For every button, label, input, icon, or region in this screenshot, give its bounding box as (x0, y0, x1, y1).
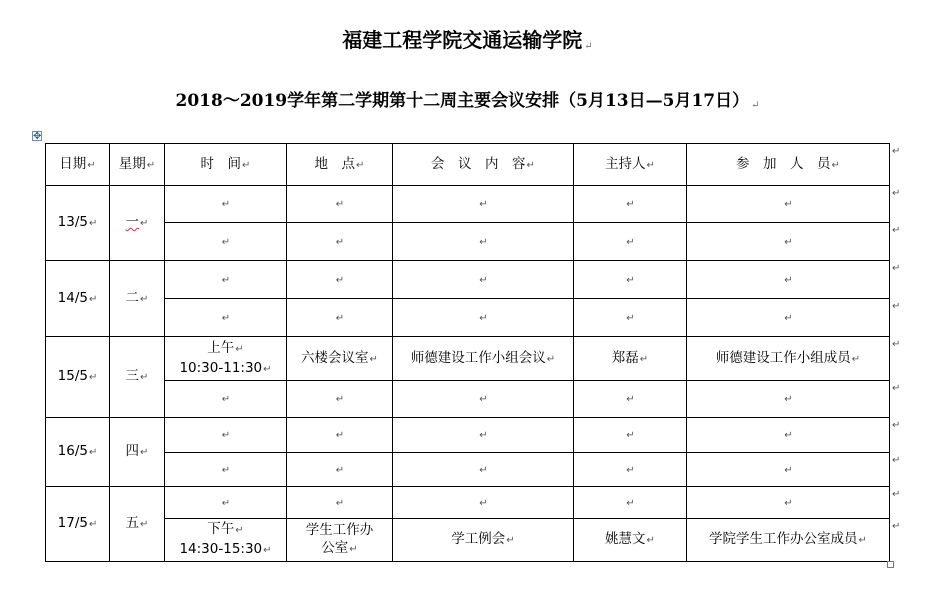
header-cell-time[interactable] (165, 144, 287, 186)
cell-end-mark-icon: ↵ (479, 497, 488, 509)
time-line (165, 520, 286, 540)
cell-end-mark-icon: ↵ (221, 274, 231, 286)
header-label-attendees: 参 加 人 员 (736, 155, 831, 172)
host-cell[interactable] (574, 418, 687, 453)
cell-end-mark-icon: ↵ (479, 430, 488, 441)
time-line (165, 359, 286, 379)
place-cell[interactable] (287, 487, 393, 519)
cell-end-mark-icon: ↵ (146, 159, 156, 171)
attendees-cell[interactable] (687, 519, 890, 562)
cell-end-mark-icon: ↵ (784, 236, 793, 248)
place-cell[interactable] (287, 186, 393, 223)
cell-end-mark-icon: ↵ (221, 199, 231, 210)
header-label-place: 地 点 (314, 155, 356, 172)
cell-end-mark-icon: ↵ (221, 394, 231, 405)
attendees-cell[interactable] (687, 487, 890, 519)
date-text: 14/5 (57, 289, 88, 306)
cell-end-mark-icon: ↵ (221, 312, 231, 324)
table-row (46, 418, 890, 453)
table-row (46, 519, 890, 562)
host-cell[interactable] (574, 186, 687, 223)
cell-end-mark-icon: ↵ (335, 497, 345, 509)
table-row (46, 381, 890, 418)
cell-end-mark-icon: ↵ (626, 312, 635, 324)
cell-end-mark-icon: ↵ (140, 447, 149, 458)
time-cell[interactable] (165, 299, 287, 337)
cell-end-mark-icon: ↵ (626, 464, 635, 476)
attendees-cell[interactable] (687, 223, 890, 261)
cell-end-mark-icon: ↵ (88, 519, 98, 530)
header-label-date: 日期 (59, 155, 87, 172)
row-end-mark-icon: ↵ (892, 225, 901, 236)
time-cell[interactable] (165, 186, 287, 223)
cell-end-mark-icon: ↵ (88, 218, 98, 229)
header-cell-place[interactable] (287, 144, 393, 186)
content-cell[interactable] (393, 337, 574, 381)
row-end-mark-icon: ↵ (892, 339, 901, 350)
table-row (46, 337, 890, 381)
weekday-cell[interactable] (110, 487, 165, 562)
school-title (0, 26, 935, 61)
cell-end-mark-icon: ↵ (335, 430, 345, 441)
time-cell[interactable] (165, 453, 287, 487)
cell-end-mark-icon: ↵ (479, 394, 488, 405)
attendees-cell[interactable] (687, 186, 890, 223)
content-text: 师德建设工作小组会议 (410, 349, 546, 366)
cell-end-mark-icon: ↵ (626, 274, 635, 286)
cell-end-mark-icon: ↵ (639, 353, 649, 365)
table-row (46, 223, 890, 261)
cell-end-mark-icon: ↵ (263, 545, 272, 556)
place-cell[interactable] (287, 381, 393, 418)
cell-end-mark-icon: ↵ (479, 274, 488, 286)
cell-end-mark-icon: ↵ (335, 312, 345, 324)
place-text-line2: 公室 (321, 540, 349, 556)
table-row (46, 299, 890, 337)
date-cell[interactable] (46, 337, 110, 418)
weekday-cell[interactable] (110, 337, 165, 418)
cell-end-mark-icon: ↵ (335, 199, 345, 210)
time-cell[interactable] (165, 337, 287, 381)
cell-end-mark-icon: ↵ (263, 363, 272, 375)
cell-end-mark-icon: ↵ (242, 159, 251, 171)
cell-end-mark-icon: ↵ (356, 159, 365, 171)
cell-end-mark-icon: ↵ (335, 464, 345, 476)
cell-end-mark-icon: ↵ (88, 372, 98, 383)
cell-end-mark-icon: ↵ (851, 353, 861, 365)
cell-end-mark-icon: ↵ (626, 199, 635, 210)
cell-end-mark-icon: ↵ (140, 218, 149, 229)
row-end-mark-icon: ↵ (892, 301, 901, 312)
cell-end-mark-icon: ↵ (626, 394, 635, 405)
cell-end-mark-icon: ↵ (87, 159, 96, 171)
cell-end-mark-icon: ↵ (646, 535, 655, 546)
host-cell[interactable] (574, 519, 687, 562)
cell-end-mark-icon: ↵ (335, 236, 345, 248)
meeting-schedule-table (45, 143, 890, 562)
table-row (46, 453, 890, 487)
cell-end-mark-icon: ↵ (626, 236, 635, 248)
cell-end-mark-icon: ↵ (88, 447, 98, 458)
content-cell[interactable] (393, 186, 574, 223)
cell-end-mark-icon: ↵ (235, 525, 244, 536)
paragraph-mark-icon: ↵ (751, 100, 760, 111)
table-row (46, 186, 890, 223)
content-cell[interactable] (393, 519, 574, 562)
content-text: 学工例会 (451, 531, 506, 547)
weekday-text: 五 (125, 515, 140, 531)
cell-end-mark-icon: ↵ (626, 497, 635, 509)
content-cell[interactable] (393, 261, 574, 299)
time-line (165, 540, 286, 560)
attendees-cell[interactable] (687, 299, 890, 337)
date-text: 15/5 (57, 368, 88, 384)
cell-end-mark-icon: ↵ (221, 430, 231, 441)
cell-end-mark-icon: ↵ (479, 199, 488, 210)
weekday-cell[interactable] (110, 418, 165, 487)
cell-end-mark-icon: ↵ (646, 159, 655, 171)
attendees-cell[interactable] (687, 337, 890, 381)
cell-end-mark-icon: ↵ (546, 353, 556, 365)
weekday-text: 二 (125, 289, 140, 306)
row-end-mark-icon: ↵ (892, 489, 901, 500)
cell-end-mark-icon: ↵ (784, 430, 793, 441)
cell-end-mark-icon: ↵ (526, 159, 535, 171)
weekday-text: 三 (125, 368, 140, 384)
time-text: 上午 (207, 339, 235, 356)
place-text: 六楼会议室 (301, 349, 369, 366)
place-cell[interactable] (287, 299, 393, 337)
host-cell[interactable] (574, 487, 687, 519)
cell-end-mark-icon: ↵ (479, 312, 488, 324)
weekday-text: 四 (125, 443, 140, 459)
attendees-cell[interactable] (687, 418, 890, 453)
header-cell-host[interactable] (574, 144, 687, 186)
content-cell[interactable] (393, 223, 574, 261)
attendees-text: 学院学生工作办公室成员 (709, 531, 858, 547)
header-label-time: 时 间 (200, 155, 242, 172)
table-row (46, 487, 890, 519)
header-label-host: 主持人 (605, 155, 646, 172)
cell-end-mark-icon: ↵ (784, 497, 793, 509)
row-end-mark-icon: ↵ (892, 383, 901, 394)
cell-end-mark-icon: ↵ (349, 544, 358, 555)
time-cell[interactable] (165, 261, 287, 299)
row-end-mark-icon: ↵ (892, 146, 901, 157)
time-text-line2: 10:30-11:30 (179, 359, 263, 376)
content-cell[interactable] (393, 418, 574, 453)
row-end-mark-icon: ↵ (892, 188, 901, 199)
paragraph-mark-icon: ↵ (584, 41, 593, 52)
cell-end-mark-icon: ↵ (784, 464, 793, 476)
table-resize-handle[interactable] (887, 561, 894, 568)
date-text: 17/5 (57, 515, 88, 531)
table-move-handle-icon[interactable]: ✥ (33, 131, 42, 142)
place-cell[interactable] (287, 223, 393, 261)
host-cell[interactable] (574, 223, 687, 261)
header-cell-weekday[interactable] (110, 144, 165, 186)
content-cell[interactable] (393, 453, 574, 487)
cell-end-mark-icon: ↵ (335, 274, 345, 286)
table-row (46, 261, 890, 299)
cell-end-mark-icon: ↵ (784, 312, 793, 324)
host-text: 郑磊 (611, 349, 639, 366)
row-end-mark-icon: ↵ (892, 263, 901, 274)
row-end-mark-icon: ↵ (892, 420, 901, 431)
attendees-cell[interactable] (687, 453, 890, 487)
date-cell[interactable] (46, 418, 110, 487)
host-cell[interactable] (574, 299, 687, 337)
cell-end-mark-icon: ↵ (235, 343, 244, 355)
school-title-text: 福建工程学院交通运输学院 (342, 28, 583, 52)
row-end-mark-icon: ↵ (892, 455, 901, 466)
row-end-mark-icon: ↵ (892, 521, 901, 532)
cell-end-mark-icon: ↵ (335, 394, 345, 405)
schedule-title (0, 88, 935, 119)
schedule-title-text: 2018～2019学年第二学期第十二周主要会议安排（5月13日—5月17日） (175, 91, 750, 111)
host-text: 姚慧文 (605, 531, 646, 547)
header-cell-content[interactable] (393, 144, 574, 186)
time-text-line2: 14:30-15:30 (179, 541, 263, 557)
cell-end-mark-icon: ↵ (784, 199, 793, 210)
place-cell[interactable] (287, 337, 393, 381)
host-cell[interactable] (574, 261, 687, 299)
content-cell[interactable] (393, 381, 574, 418)
attendees-cell[interactable] (687, 381, 890, 418)
header-label-content: 会 议 内 容 (431, 155, 526, 172)
cell-end-mark-icon: ↵ (221, 236, 231, 248)
cell-end-mark-icon: ↵ (140, 372, 149, 383)
place-line (287, 521, 392, 539)
date-cell[interactable] (46, 261, 110, 337)
time-cell[interactable] (165, 487, 287, 519)
cell-end-mark-icon: ↵ (784, 274, 793, 286)
attendees-cell[interactable] (687, 261, 890, 299)
cell-end-mark-icon: ↵ (221, 464, 231, 476)
cell-end-mark-icon: ↵ (831, 159, 840, 171)
date-text: 16/5 (57, 443, 88, 459)
place-cell[interactable] (287, 453, 393, 487)
host-cell[interactable] (574, 337, 687, 381)
date-cell[interactable] (46, 487, 110, 562)
weekday-cell[interactable] (110, 186, 165, 261)
time-line (165, 339, 286, 359)
cell-end-mark-icon: ↵ (858, 535, 867, 546)
place-cell[interactable] (287, 418, 393, 453)
header-cell-date[interactable] (46, 144, 110, 186)
weekday-text: 一 (125, 214, 140, 230)
time-cell[interactable] (165, 381, 287, 418)
header-label-weekday: 星期 (118, 155, 146, 172)
cell-end-mark-icon: ↵ (626, 430, 635, 441)
cell-end-mark-icon: ↵ (369, 353, 378, 365)
place-line (287, 539, 392, 559)
cell-end-mark-icon: ↵ (784, 394, 793, 405)
content-cell[interactable] (393, 299, 574, 337)
cell-end-mark-icon: ↵ (506, 535, 515, 546)
table-header-row (46, 144, 890, 186)
content-cell[interactable] (393, 487, 574, 519)
place-cell[interactable] (287, 519, 393, 562)
attendees-text: 师德建设工作小组成员 (715, 349, 851, 366)
time-cell[interactable] (165, 223, 287, 261)
time-text: 下午 (207, 521, 235, 537)
time-cell[interactable] (165, 519, 287, 562)
place-text: 学生工作办 (305, 522, 374, 538)
place-cell[interactable] (287, 261, 393, 299)
cell-end-mark-icon: ↵ (479, 236, 488, 248)
date-cell[interactable] (46, 186, 110, 261)
cell-end-mark-icon: ↵ (88, 293, 98, 305)
cell-end-mark-icon: ↵ (140, 293, 149, 305)
cell-end-mark-icon: ↵ (221, 497, 231, 509)
header-cell-attendees[interactable] (687, 144, 890, 186)
date-text: 13/5 (57, 214, 88, 230)
host-cell[interactable] (574, 381, 687, 418)
cell-end-mark-icon: ↵ (140, 519, 149, 530)
weekday-cell[interactable] (110, 261, 165, 337)
time-cell[interactable] (165, 418, 287, 453)
host-cell[interactable] (574, 453, 687, 487)
cell-end-mark-icon: ↵ (479, 464, 488, 476)
